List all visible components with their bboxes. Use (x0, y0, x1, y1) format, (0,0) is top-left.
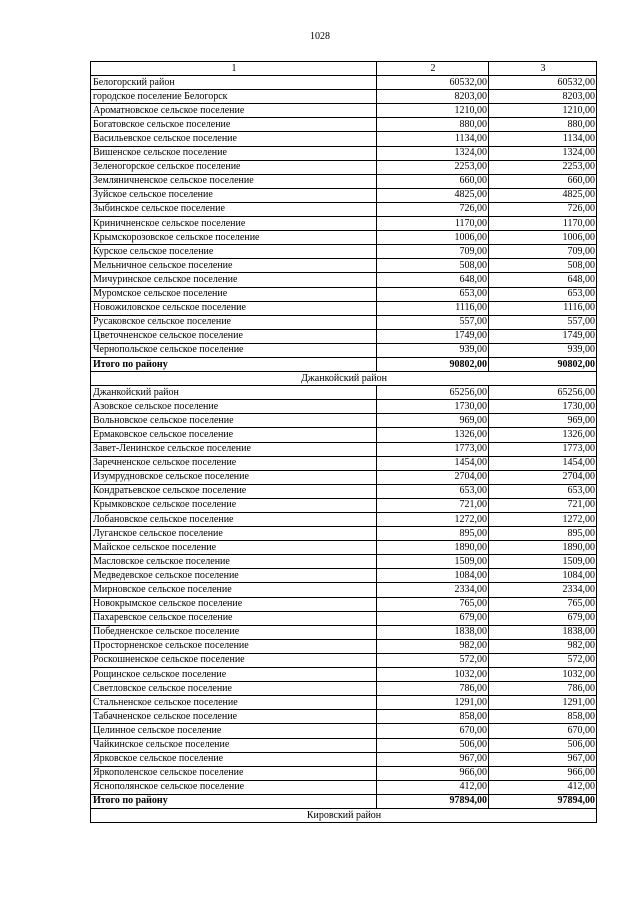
row-col-3-value: 721,00 (489, 498, 597, 512)
row-name: Новокрымское сельское поселение (91, 597, 377, 611)
row-col-3-value: 1291,00 (489, 696, 597, 710)
row-col-3-value: 1509,00 (489, 555, 597, 569)
row-col-2-value: 65256,00 (377, 386, 489, 400)
table-row (91, 301, 597, 315)
table-row (91, 202, 597, 216)
row-name: Яркополенское сельское поселение (91, 766, 377, 780)
row-col-2-value: 1170,00 (377, 217, 489, 231)
row-col-3-value: 653,00 (489, 484, 597, 498)
row-name: городское поселение Белогорск (91, 90, 377, 104)
section-title: Джанкойский район (91, 372, 597, 386)
row-col-3-value: 726,00 (489, 202, 597, 216)
row-col-3-value: 670,00 (489, 724, 597, 738)
row-col-3-value: 1749,00 (489, 329, 597, 343)
row-col-2-value: 1210,00 (377, 104, 489, 118)
row-col-3-value: 4825,00 (489, 188, 597, 202)
row-name: Кондратьевское сельское поселение (91, 484, 377, 498)
row-col-2-value: 653,00 (377, 484, 489, 498)
row-name: Муромское сельское поселение (91, 287, 377, 301)
table-row (91, 442, 597, 456)
row-col-2-value: 1291,00 (377, 696, 489, 710)
budget-table (90, 61, 597, 823)
row-name: Табачненское сельское поселение (91, 710, 377, 724)
row-name: Ярковское сельское поселение (91, 752, 377, 766)
table-row (91, 456, 597, 470)
table-row (91, 738, 597, 752)
row-name: Мичуринское сельское поселение (91, 273, 377, 287)
row-col-2-value: 966,00 (377, 766, 489, 780)
row-col-3-value: 8203,00 (489, 90, 597, 104)
row-col-2-value: 2334,00 (377, 583, 489, 597)
row-col-2-value: 1749,00 (377, 329, 489, 343)
table-row (91, 273, 597, 287)
table-row (91, 259, 597, 273)
total-label: Итого по району (91, 357, 377, 371)
table-row (91, 597, 597, 611)
row-col-3-value: 1730,00 (489, 400, 597, 414)
row-col-3-value: 895,00 (489, 527, 597, 541)
row-col-2-value: 1838,00 (377, 625, 489, 639)
row-col-3-value: 660,00 (489, 174, 597, 188)
row-col-2-value: 939,00 (377, 343, 489, 357)
row-name: Луганское сельское поселение (91, 527, 377, 541)
row-name: Стальненское сельское поселение (91, 696, 377, 710)
row-name: Азовское сельское поселение (91, 400, 377, 414)
table-row (91, 710, 597, 724)
row-col-2-value: 786,00 (377, 682, 489, 696)
row-col-3-value: 966,00 (489, 766, 597, 780)
row-col-2-value: 895,00 (377, 527, 489, 541)
total-label: Итого по району (91, 794, 377, 808)
row-col-3-value: 1326,00 (489, 428, 597, 442)
table-row (91, 315, 597, 329)
table-row (91, 484, 597, 498)
table-row (91, 639, 597, 653)
row-name: Белогорский район (91, 76, 377, 90)
table-row (91, 696, 597, 710)
row-name: Вишенское сельское поселение (91, 146, 377, 160)
row-col-2-value: 1773,00 (377, 442, 489, 456)
table-row (91, 555, 597, 569)
section-heading-row (91, 372, 597, 386)
row-col-2-value: 670,00 (377, 724, 489, 738)
table-row (91, 118, 597, 132)
row-col-2-value: 858,00 (377, 710, 489, 724)
row-col-3-value: 967,00 (489, 752, 597, 766)
row-col-2-value: 653,00 (377, 287, 489, 301)
row-col-3-value: 1272,00 (489, 513, 597, 527)
table-row (91, 470, 597, 484)
row-col-3-value: 653,00 (489, 287, 597, 301)
row-col-2-value: 2704,00 (377, 470, 489, 484)
table-row (91, 217, 597, 231)
row-col-2-value: 2253,00 (377, 160, 489, 174)
row-name: Заречненское сельское поселение (91, 456, 377, 470)
row-name: Русаковское сельское поселение (91, 315, 377, 329)
table-row (91, 611, 597, 625)
table-row (91, 513, 597, 527)
table-row (91, 766, 597, 780)
row-col-3-value: 1134,00 (489, 132, 597, 146)
table-row (91, 569, 597, 583)
row-name: Мельничное сельское поселение (91, 259, 377, 273)
row-col-3-value: 1084,00 (489, 569, 597, 583)
header-col-3: 3 (489, 62, 597, 76)
row-col-3-value: 1890,00 (489, 541, 597, 555)
row-col-2-value: 709,00 (377, 245, 489, 259)
row-col-3-value: 1210,00 (489, 104, 597, 118)
row-col-3-value: 557,00 (489, 315, 597, 329)
row-name: Медведевское сельское поселение (91, 569, 377, 583)
row-name: Роскошненское сельское поселение (91, 653, 377, 667)
row-col-3-value: 1324,00 (489, 146, 597, 160)
row-col-3-value: 60532,00 (489, 76, 597, 90)
row-name: Зеленогорское сельское поселение (91, 160, 377, 174)
row-name: Светловское сельское поселение (91, 682, 377, 696)
row-col-3-value: 508,00 (489, 259, 597, 273)
header-col-2: 2 (377, 62, 489, 76)
row-col-2-value: 880,00 (377, 118, 489, 132)
row-name: Богатовское сельское поселение (91, 118, 377, 132)
row-col-2-value: 557,00 (377, 315, 489, 329)
row-name: Ермаковское сельское поселение (91, 428, 377, 442)
header-row (91, 62, 597, 76)
row-name: Ароматновское сельское поселение (91, 104, 377, 118)
row-name: Зыбинское сельское поселение (91, 202, 377, 216)
table-row (91, 343, 597, 357)
table-row (91, 132, 597, 146)
row-col-2-value: 1326,00 (377, 428, 489, 442)
total-row (91, 794, 597, 808)
row-name: Зуйское сельское поселение (91, 188, 377, 202)
header-col-1: 1 (91, 62, 377, 76)
row-name: Вольновское сельское поселение (91, 414, 377, 428)
row-name: Завет-Ленинское сельское поселение (91, 442, 377, 456)
row-name: Просторненское сельское поселение (91, 639, 377, 653)
table-row (91, 90, 597, 104)
row-col-3-value: 1170,00 (489, 217, 597, 231)
row-name: Майское сельское поселение (91, 541, 377, 555)
row-name: Мирновское сельское поселение (91, 583, 377, 597)
table-row (91, 583, 597, 597)
total-row (91, 357, 597, 371)
table-body (91, 62, 597, 823)
section-title: Кировский район (91, 808, 597, 822)
row-name: Цветочненское сельское поселение (91, 329, 377, 343)
row-col-3-value: 412,00 (489, 780, 597, 794)
table-row (91, 400, 597, 414)
row-name: Лобановское сельское поселение (91, 513, 377, 527)
row-col-2-value: 506,00 (377, 738, 489, 752)
row-col-2-value: 1116,00 (377, 301, 489, 315)
table-row (91, 386, 597, 400)
row-col-2-value: 726,00 (377, 202, 489, 216)
row-col-3-value: 2334,00 (489, 583, 597, 597)
row-col-3-value: 506,00 (489, 738, 597, 752)
row-col-2-value: 1454,00 (377, 456, 489, 470)
row-col-3-value: 1454,00 (489, 456, 597, 470)
section-heading-row (91, 808, 597, 822)
row-col-2-value: 1032,00 (377, 668, 489, 682)
row-col-3-value: 65256,00 (489, 386, 597, 400)
row-col-2-value: 1730,00 (377, 400, 489, 414)
table-row (91, 498, 597, 512)
row-col-2-value: 4825,00 (377, 188, 489, 202)
row-col-3-value: 1006,00 (489, 231, 597, 245)
row-col-2-value: 572,00 (377, 653, 489, 667)
row-name: Победненское сельское поселение (91, 625, 377, 639)
row-name: Новожиловское сельское поселение (91, 301, 377, 315)
row-col-3-value: 648,00 (489, 273, 597, 287)
row-name: Чернопольское сельское поселение (91, 343, 377, 357)
row-name: Рощинское сельское поселение (91, 668, 377, 682)
row-col-2-value: 1006,00 (377, 231, 489, 245)
row-col-2-value: 1272,00 (377, 513, 489, 527)
row-col-2-value: 1509,00 (377, 555, 489, 569)
row-col-3-value: 969,00 (489, 414, 597, 428)
row-col-2-value: 1324,00 (377, 146, 489, 160)
row-col-2-value: 660,00 (377, 174, 489, 188)
total-col-3-value: 90802,00 (489, 357, 597, 371)
page-number: 1028 (310, 31, 330, 42)
table-row (91, 104, 597, 118)
table-row (91, 752, 597, 766)
table-row (91, 541, 597, 555)
row-name: Криничненское сельское поселение (91, 217, 377, 231)
table-row (91, 780, 597, 794)
row-name: Чайкинское сельское поселение (91, 738, 377, 752)
row-col-2-value: 508,00 (377, 259, 489, 273)
table-row (91, 428, 597, 442)
row-col-3-value: 1116,00 (489, 301, 597, 315)
row-col-2-value: 8203,00 (377, 90, 489, 104)
row-col-2-value: 967,00 (377, 752, 489, 766)
row-col-2-value: 969,00 (377, 414, 489, 428)
table-row (91, 160, 597, 174)
row-col-2-value: 721,00 (377, 498, 489, 512)
row-col-3-value: 765,00 (489, 597, 597, 611)
row-name: Крымскорозовское сельское поселение (91, 231, 377, 245)
row-col-3-value: 572,00 (489, 653, 597, 667)
table-row (91, 231, 597, 245)
row-col-3-value: 1838,00 (489, 625, 597, 639)
table-row (91, 724, 597, 738)
row-col-3-value: 786,00 (489, 682, 597, 696)
row-name: Джанкойский район (91, 386, 377, 400)
row-name: Изумрудновское сельское поселение (91, 470, 377, 484)
row-col-2-value: 765,00 (377, 597, 489, 611)
row-col-2-value: 1084,00 (377, 569, 489, 583)
row-col-3-value: 1032,00 (489, 668, 597, 682)
row-col-3-value: 982,00 (489, 639, 597, 653)
row-col-2-value: 60532,00 (377, 76, 489, 90)
row-name: Целинное сельское поселение (91, 724, 377, 738)
table-row (91, 653, 597, 667)
row-col-3-value: 2253,00 (489, 160, 597, 174)
row-col-2-value: 679,00 (377, 611, 489, 625)
table-row (91, 329, 597, 343)
row-col-3-value: 880,00 (489, 118, 597, 132)
table-row (91, 287, 597, 301)
table-row (91, 682, 597, 696)
row-col-3-value: 679,00 (489, 611, 597, 625)
total-col-3-value: 97894,00 (489, 794, 597, 808)
row-name: Земляничненское сельское поселение (91, 174, 377, 188)
table-row (91, 245, 597, 259)
total-col-2-value: 97894,00 (377, 794, 489, 808)
table-row (91, 414, 597, 428)
row-col-2-value: 648,00 (377, 273, 489, 287)
row-col-2-value: 412,00 (377, 780, 489, 794)
table-row (91, 527, 597, 541)
table-row (91, 188, 597, 202)
row-name: Масловское сельское поселение (91, 555, 377, 569)
row-col-3-value: 939,00 (489, 343, 597, 357)
row-col-2-value: 1134,00 (377, 132, 489, 146)
total-col-2-value: 90802,00 (377, 357, 489, 371)
row-name: Пахаревское сельское поселение (91, 611, 377, 625)
table-row (91, 76, 597, 90)
table-row (91, 174, 597, 188)
row-name: Курское сельское поселение (91, 245, 377, 259)
row-col-2-value: 982,00 (377, 639, 489, 653)
row-col-3-value: 709,00 (489, 245, 597, 259)
table-row (91, 146, 597, 160)
row-name: Крымковское сельское поселение (91, 498, 377, 512)
table-row (91, 625, 597, 639)
row-col-3-value: 858,00 (489, 710, 597, 724)
table-row (91, 668, 597, 682)
row-col-3-value: 2704,00 (489, 470, 597, 484)
row-col-2-value: 1890,00 (377, 541, 489, 555)
row-col-3-value: 1773,00 (489, 442, 597, 456)
row-name: Васильевское сельское поселение (91, 132, 377, 146)
row-name: Яснополянское сельское поселение (91, 780, 377, 794)
